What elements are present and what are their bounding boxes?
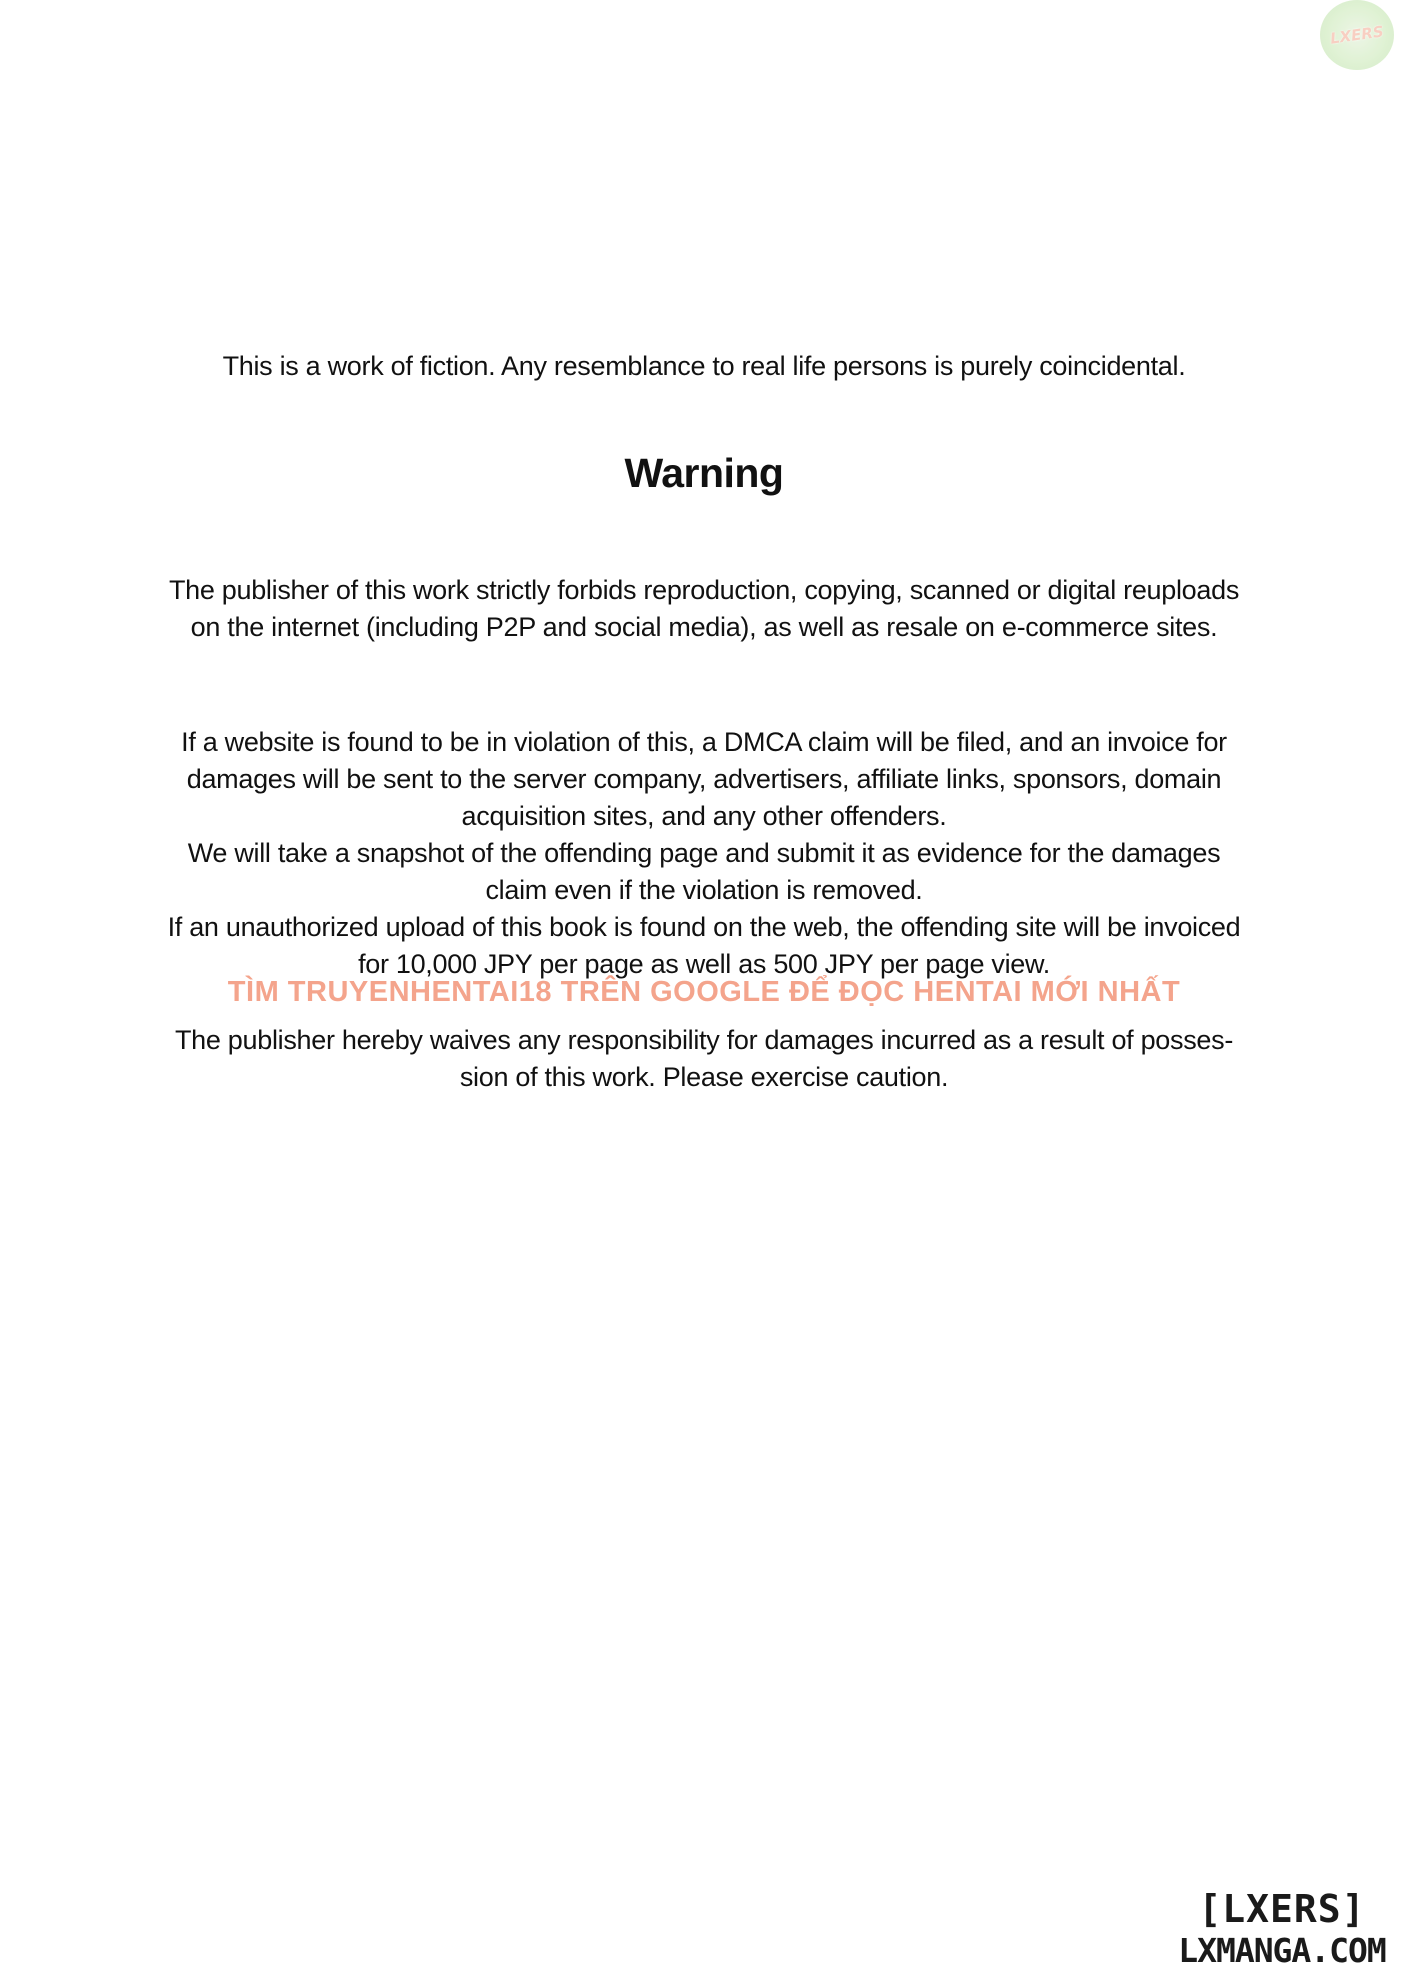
site-watermark [1172, 1888, 1392, 1972]
paragraph-line: We will take a snapshot of the offending page and submit it as evidence for the damages [187, 838, 1221, 868]
paragraph-line: The publisher hereby waives any responsibility for damages incurred as a result of posses- [174, 1025, 1234, 1055]
paragraph-line: for 10,000 JPY per page as well as 500 JPY per page view. [358, 949, 1050, 979]
responsibility-paragraph [150, 1022, 1258, 1096]
fiction-disclaimer [150, 348, 1258, 385]
dmca-paragraph [150, 724, 1258, 983]
paragraph-line: The publisher of this work strictly forbids reproduction, copying, scanned or digital reuploads [168, 575, 1240, 605]
lxers-logo [1320, 0, 1394, 70]
reproduction-paragraph [150, 572, 1258, 646]
paragraph-line: sion of this work. Please exercise caution. [459, 1062, 949, 1092]
overlay-watermark: TÌM TRUYENHENTAI18 TRÊN GOOGLE ĐỂ ĐỌC HENTAI MỚI NHẤT [227, 976, 1181, 1008]
site-watermark-url: LXMANGA.COM [1178, 1931, 1386, 1970]
paragraph-line: on the internet (including P2P and social media), as well as resale on e-commerce sites. [190, 612, 1218, 642]
lxers-logo-text: LXERS [1329, 22, 1385, 48]
paragraph-line: If an unauthorized upload of this book is found on the web, the offending site will be invoiced [167, 912, 1241, 942]
warning-heading: Warning [624, 450, 784, 496]
paragraph-line: damages will be sent to the server company, advertisers, affiliate links, sponsors, domain [186, 764, 1222, 794]
paragraph-line: If a website is found to be in violation of this, a DMCA claim will be filed, and an invoice for [181, 727, 1227, 757]
paragraph-line: acquisition sites, and any other offenders. [461, 801, 947, 831]
disclaimer-line: This is a work of fiction. Any resemblance to real life persons is purely coincidental. [222, 351, 1186, 381]
site-watermark-brand: [LXERS] [1198, 1887, 1366, 1931]
paragraph-line: claim even if the violation is removed. [485, 875, 923, 905]
